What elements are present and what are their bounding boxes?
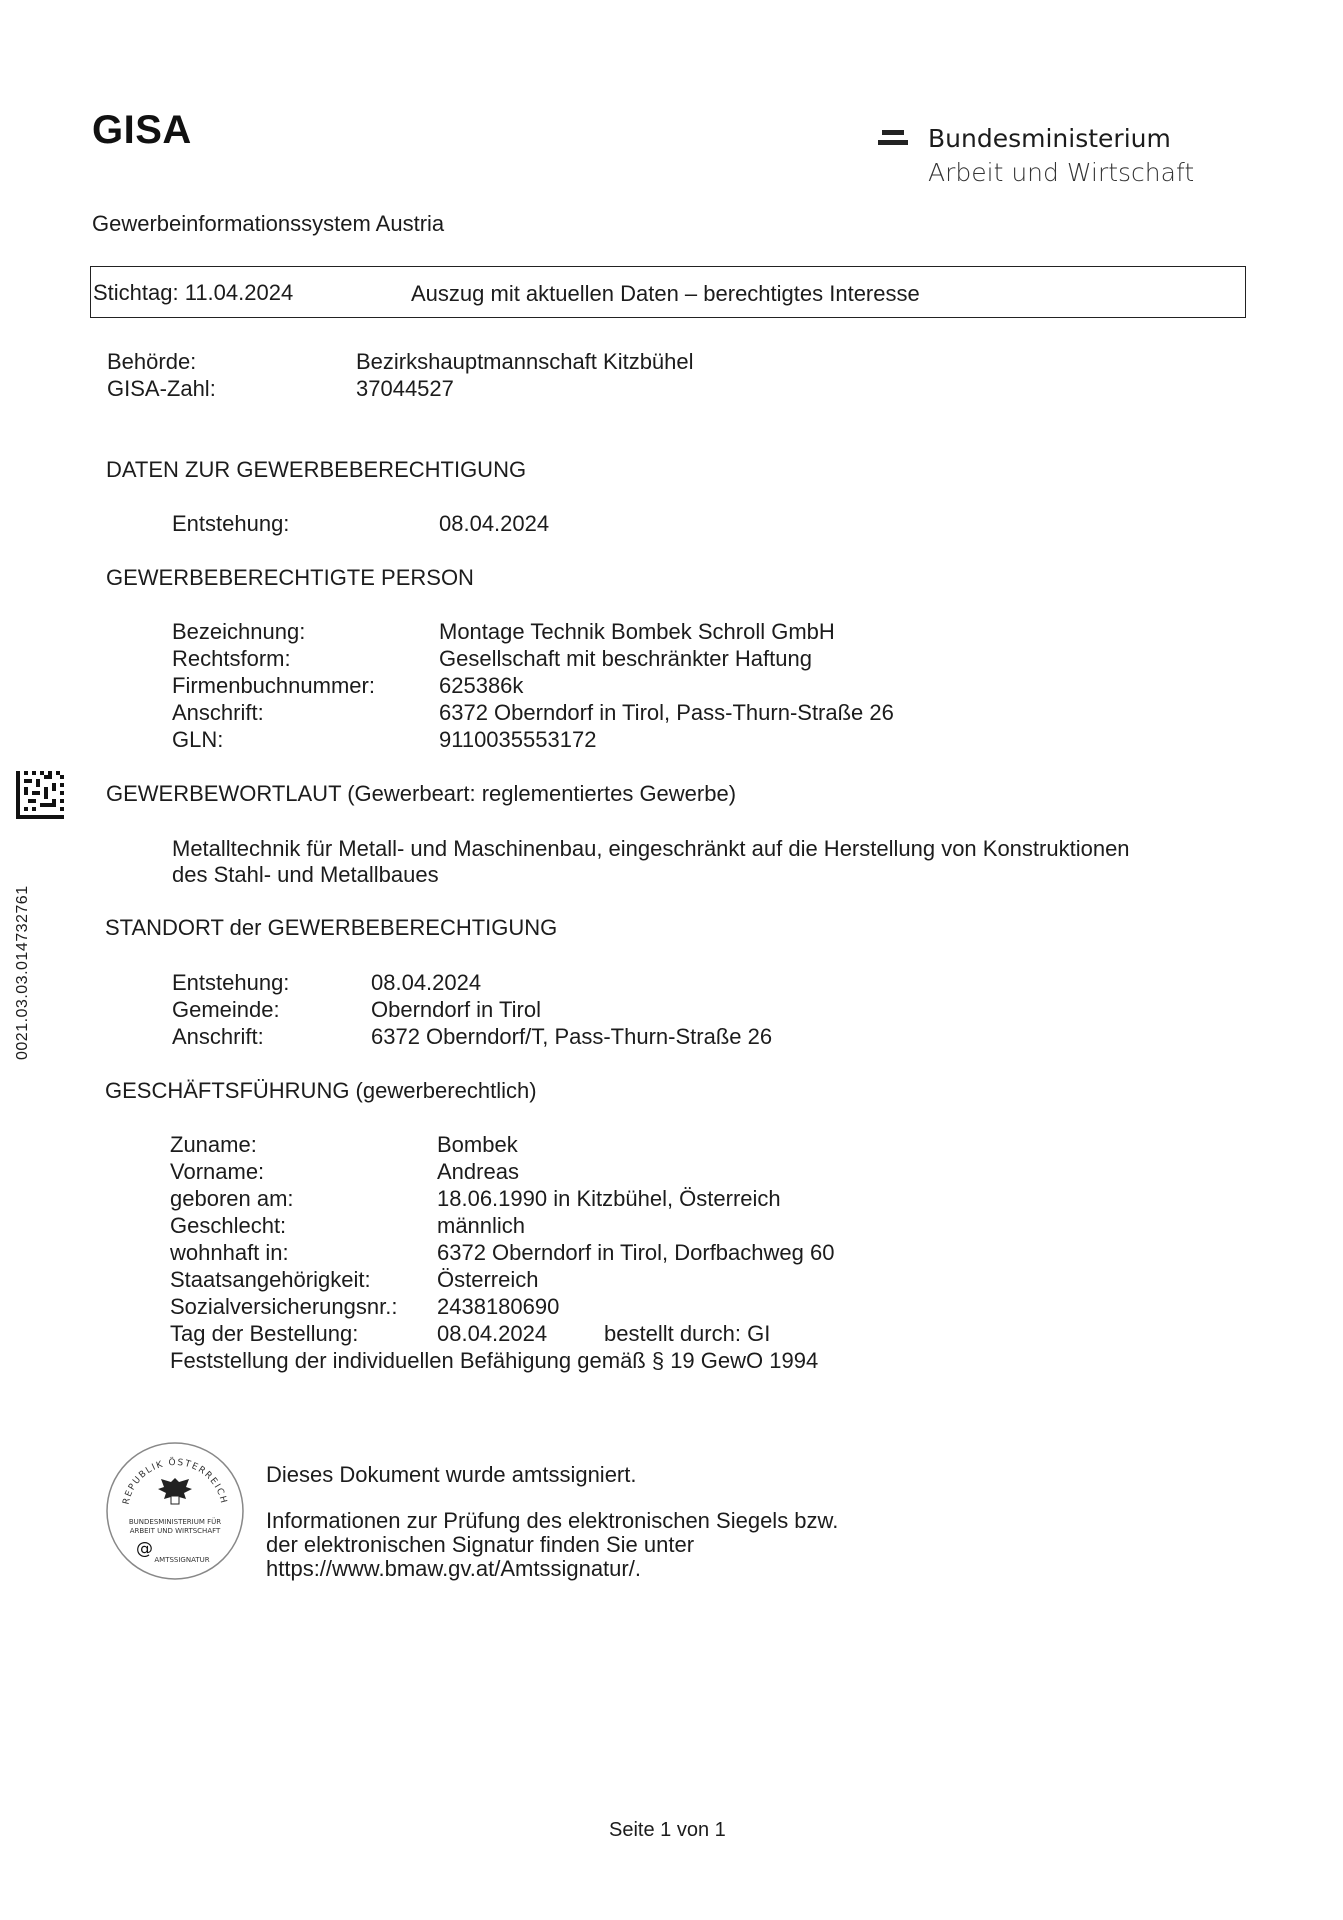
standort-label: Gemeinde: [172,997,280,1022]
person-value: 625386k [439,673,524,698]
gf-value: 18.06.1990 in Kitzbühel, Österreich [437,1186,781,1211]
person-label: GLN: [172,727,224,752]
seal-mid2: ARBEIT UND WIRTSCHAFT [129,1527,221,1535]
datamatrix-icon [16,770,64,820]
standort-value: 08.04.2024 [371,970,482,995]
person-value: 6372 Oberndorf in Tirol, Pass-Thurn-Straße 26 [439,700,894,725]
entstehung-value: 08.04.2024 [439,511,550,536]
gf-value: 6372 Oberndorf in Tirol, Dorfbachweg 60 [437,1240,835,1265]
standort-label: Anschrift: [172,1024,264,1049]
auszug-title: Auszug mit aktuellen Daten – berechtigtes Interesse [411,281,920,306]
person-value: Montage Technik Bombek Schroll GmbH [439,619,835,644]
entstehung-label: Entstehung: [172,511,290,536]
seal-bottom: AMTSSIGNATUR [154,1556,210,1564]
gf-value: Bombek [437,1132,518,1157]
standort-value: 6372 Oberndorf/T, Pass-Thurn-Straße 26 [371,1024,773,1049]
gf-label: Tag der Bestellung: [170,1321,359,1346]
gf-label: Zuname: [170,1132,257,1157]
gf-label: Staatsangehörigkeit: [170,1267,371,1292]
at-icon: @ [136,1539,153,1559]
behoerde-label: Behörde: [107,349,197,374]
wortlaut-line2: des Stahl- und Metallbaues [172,862,439,887]
person-label: Firmenbuchnummer: [172,673,375,698]
daten-heading: DATEN ZUR GEWERBEBERECHTIGUNG [106,457,527,482]
gisa-logo: GISA [92,108,192,152]
standort-label: Entstehung: [172,970,290,995]
gf-label: geboren am: [170,1186,294,1211]
gf-label: Vorname: [170,1159,265,1184]
wortlaut-line1: Metalltechnik für Metall- und Maschinenbau, eingeschränkt auf die Herstellung von Konstruktionen [172,836,1130,861]
feststellung: Feststellung der individuellen Befähigung gemäß § 19 GewO 1994 [170,1348,819,1373]
bestellt-durch: bestellt durch: GI [604,1321,771,1346]
gf-value: 2438180690 [437,1294,560,1319]
person-label: Anschrift: [172,700,264,725]
ministry-mark-icon [878,130,908,150]
signature-link[interactable]: https://www.bmaw.gv.at/Amtssignatur/. [266,1556,641,1581]
gf-value: Andreas [437,1159,519,1184]
gf-label: Geschlecht: [170,1213,287,1238]
signature-line1: Dieses Dokument wurde amtssigniert. [266,1462,637,1487]
gf-value: Österreich [437,1267,539,1292]
document-code: 0021.03.03.014732761 [14,885,31,1060]
page-number: Seite 1 von 1 [609,1819,726,1841]
gisazahl-label: GISA-Zahl: [107,376,216,401]
gf-value: männlich [437,1213,526,1238]
standort-value: Oberndorf in Tirol [371,997,541,1022]
standort-heading: STANDORT der GEWERBEBERECHTIGUNG [105,915,558,940]
person-value: Gesellschaft mit beschränkter Haftung [439,646,812,671]
person-label: Bezeichnung: [172,619,306,644]
person-label: Rechtsform: [172,646,291,671]
ministry-line1: Bundesministerium [928,124,1171,153]
person-value: 9110035553172 [439,727,597,752]
gf-value: 08.04.2024 [437,1321,548,1346]
signature-line2: Informationen zur Prüfung des elektronischen Siegels bzw. [266,1508,839,1533]
stichtag: Stichtag: 11.04.2024 [93,280,294,305]
gf-label: wohnhaft in: [170,1240,289,1265]
behoerde-value: Bezirkshauptmannschaft Kitzbühel [356,349,694,374]
gf-heading: GESCHÄFTSFÜHRUNG (gewerberechtlich) [105,1078,537,1103]
ministry-line2: Arbeit und Wirtschaft [928,158,1195,187]
gf-label: Sozialversicherungsnr.: [170,1294,398,1319]
seal-mid1: BUNDESMINISTERIUM FÜR [128,1518,222,1526]
signature-line3: der elektronischen Signatur finden Sie unter [266,1532,695,1557]
page-subtitle: Gewerbeinformationssystem Austria [92,211,445,236]
person-heading: GEWERBEBERECHTIGTE PERSON [106,565,474,590]
wortlaut-heading: GEWERBEWORTLAUT (Gewerbeart: reglementiertes Gewerbe) [106,781,737,806]
stichtag-box [90,266,1246,318]
amtssignatur-seal-icon [104,1440,246,1582]
gisazahl-value: 37044527 [356,376,454,401]
seal-top-text: REPUBLIK ÖSTERREICH [121,1457,229,1506]
